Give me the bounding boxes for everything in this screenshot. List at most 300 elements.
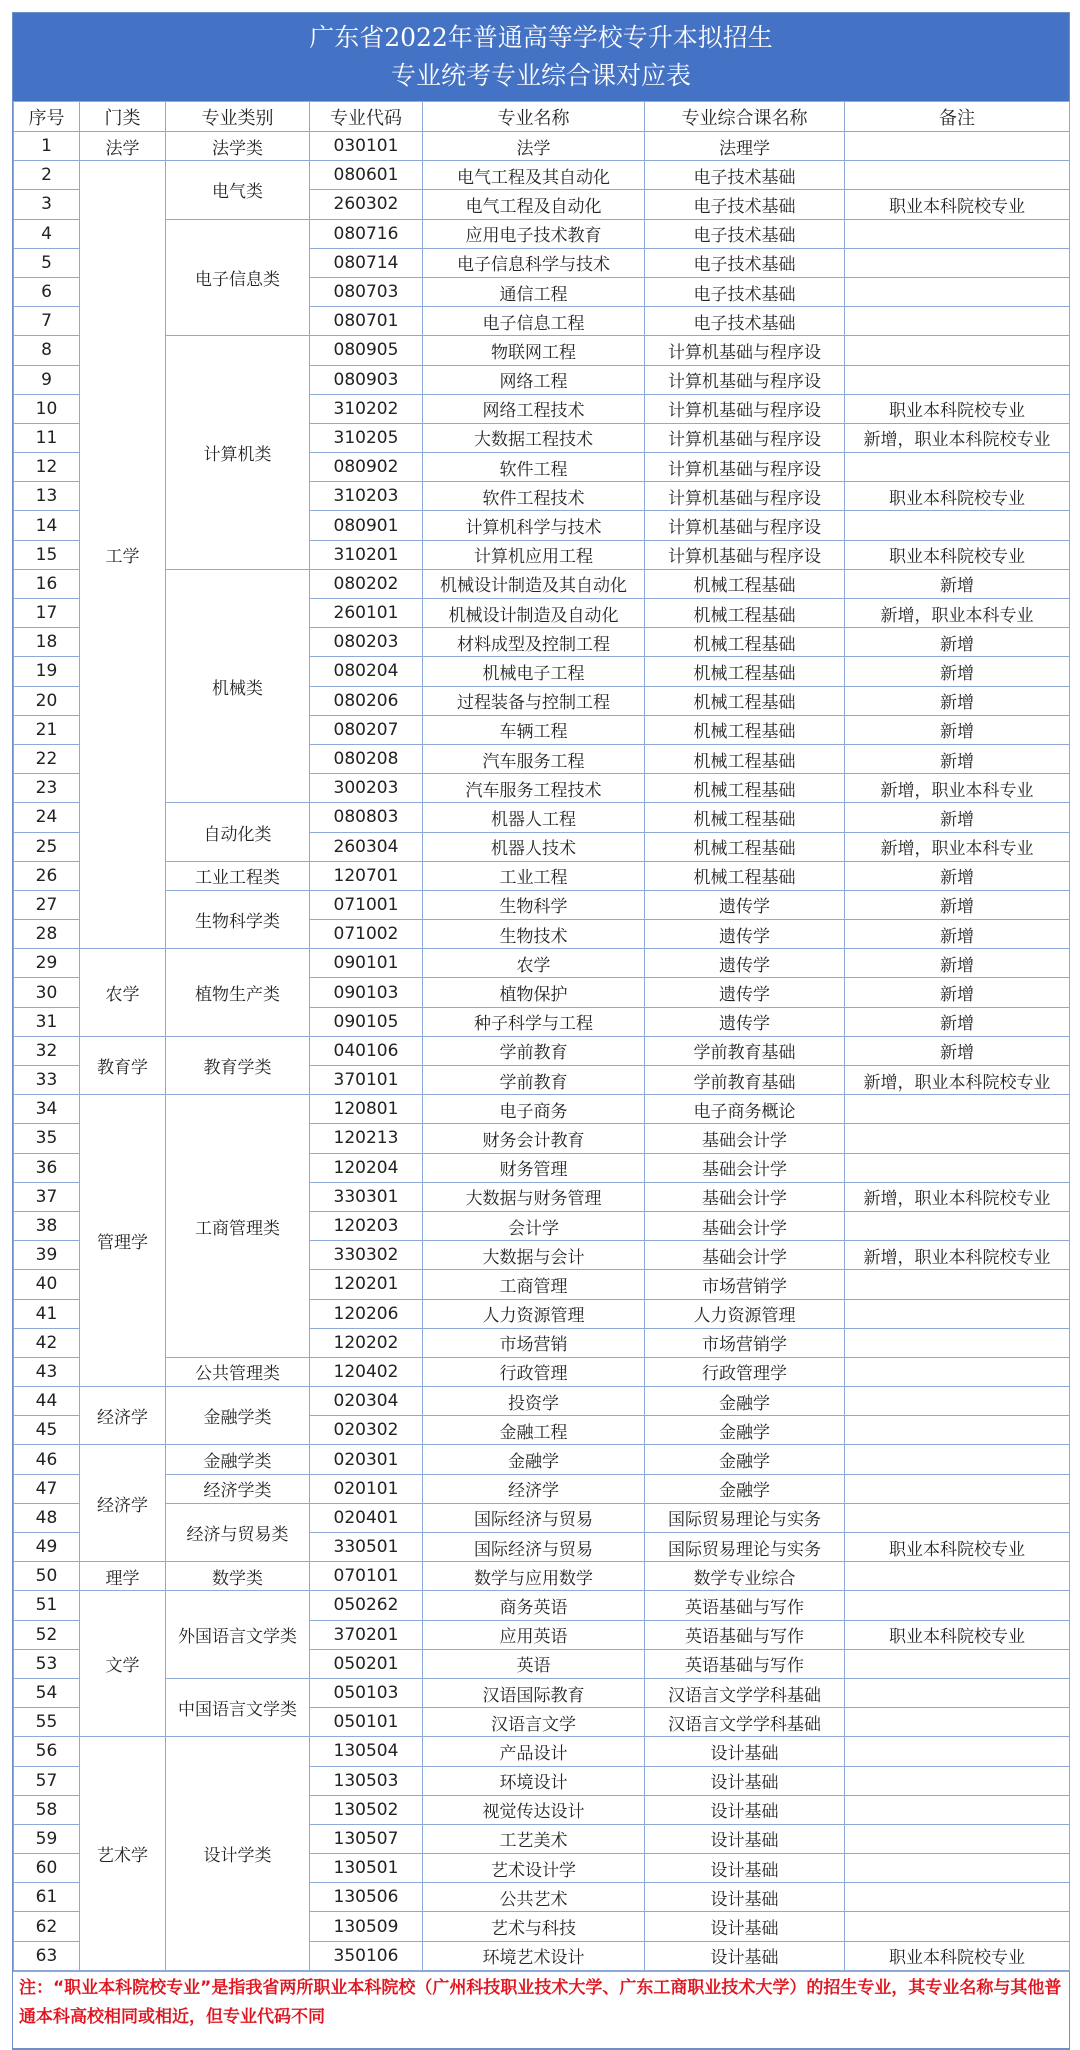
course-name: 学前教育基础 — [645, 1066, 845, 1095]
row-number: 15 — [14, 540, 80, 569]
row-number: 33 — [14, 1066, 80, 1095]
major-code: 300203 — [310, 774, 423, 803]
document — [12, 12, 1070, 2050]
table-row — [14, 949, 1070, 978]
major-code: 120201 — [310, 1270, 423, 1299]
major-code: 080703 — [310, 277, 423, 306]
course-name: 基础会计学 — [645, 1153, 845, 1182]
major-code: 050201 — [310, 1649, 423, 1678]
major-code: 130504 — [310, 1737, 423, 1766]
remark: 新增 — [845, 949, 1070, 978]
column-header: 专业名称 — [423, 102, 645, 132]
page-title — [13, 13, 1069, 101]
table-row — [14, 569, 1070, 598]
course-name: 电子技术基础 — [645, 219, 845, 248]
remark — [845, 277, 1070, 306]
course-name: 电子技术基础 — [645, 190, 845, 219]
category-cell: 设计学类 — [166, 1737, 310, 1971]
major-code: 120402 — [310, 1357, 423, 1386]
course-name: 汉语言文学学科基础 — [645, 1678, 845, 1707]
discipline-cell: 艺术学 — [80, 1737, 166, 1971]
course-name: 遗传学 — [645, 890, 845, 919]
row-number: 46 — [14, 1445, 80, 1474]
course-name: 设计基础 — [645, 1854, 845, 1883]
major-code: 080203 — [310, 628, 423, 657]
major-code: 080701 — [310, 307, 423, 336]
course-name: 机械工程基础 — [645, 628, 845, 657]
major-name: 汉语言文学 — [423, 1708, 645, 1737]
remark — [845, 1357, 1070, 1386]
table-row — [14, 219, 1070, 248]
major-code: 310202 — [310, 394, 423, 423]
column-header: 序号 — [14, 102, 80, 132]
row-number: 59 — [14, 1824, 80, 1853]
major-name: 电气工程及其自动化 — [423, 161, 645, 190]
row-number: 52 — [14, 1620, 80, 1649]
remark — [845, 1883, 1070, 1912]
remark: 职业本科院校专业 — [845, 1941, 1070, 1970]
remark: 职业本科院校专业 — [845, 1620, 1070, 1649]
category-cell: 法学类 — [166, 132, 310, 161]
row-number: 14 — [14, 511, 80, 540]
remark — [845, 1095, 1070, 1124]
row-number: 48 — [14, 1503, 80, 1532]
major-name: 大数据工程技术 — [423, 423, 645, 452]
major-code: 260101 — [310, 599, 423, 628]
course-name: 计算机基础与程序设 — [645, 394, 845, 423]
course-name: 计算机基础与程序设 — [645, 365, 845, 394]
major-code: 080601 — [310, 161, 423, 190]
row-number: 40 — [14, 1270, 80, 1299]
major-code: 020101 — [310, 1474, 423, 1503]
remark: 新增 — [845, 1007, 1070, 1036]
row-number: 27 — [14, 890, 80, 919]
remark: 新增 — [845, 744, 1070, 773]
major-code: 071002 — [310, 920, 423, 949]
row-number: 11 — [14, 423, 80, 452]
major-code: 050262 — [310, 1591, 423, 1620]
major-code: 330302 — [310, 1241, 423, 1270]
remark — [845, 1737, 1070, 1766]
remark — [845, 1912, 1070, 1941]
remark — [845, 1445, 1070, 1474]
course-name: 基础会计学 — [645, 1241, 845, 1270]
table-row — [14, 1387, 1070, 1416]
major-name: 电气工程及自动化 — [423, 190, 645, 219]
remark: 新增，职业本科专业 — [845, 774, 1070, 803]
remark — [845, 1854, 1070, 1883]
remark: 新增 — [845, 657, 1070, 686]
category-cell: 金融学类 — [166, 1387, 310, 1445]
major-code: 350106 — [310, 1941, 423, 1970]
major-name: 公共艺术 — [423, 1883, 645, 1912]
remark — [845, 1678, 1070, 1707]
major-name: 植物保护 — [423, 978, 645, 1007]
course-name: 电子商务概论 — [645, 1095, 845, 1124]
major-name: 生物科学 — [423, 890, 645, 919]
table-row — [14, 1737, 1070, 1766]
major-name: 财务管理 — [423, 1153, 645, 1182]
remark: 职业本科院校专业 — [845, 1533, 1070, 1562]
course-name: 计算机基础与程序设 — [645, 511, 845, 540]
row-number: 1 — [14, 132, 80, 161]
discipline-cell: 经济学 — [80, 1445, 166, 1562]
category-cell: 中国语言文学类 — [166, 1678, 310, 1736]
row-number: 16 — [14, 569, 80, 598]
course-name: 遗传学 — [645, 1007, 845, 1036]
remark: 新增，职业本科专业 — [845, 832, 1070, 861]
remark — [845, 1766, 1070, 1795]
course-name: 国际贸易理论与实务 — [645, 1533, 845, 1562]
major-code: 090103 — [310, 978, 423, 1007]
major-name: 电子商务 — [423, 1095, 645, 1124]
category-cell: 工业工程类 — [166, 861, 310, 890]
remark — [845, 1474, 1070, 1503]
row-number: 21 — [14, 715, 80, 744]
major-code: 330301 — [310, 1182, 423, 1211]
course-name: 汉语言文学学科基础 — [645, 1708, 845, 1737]
major-code: 120801 — [310, 1095, 423, 1124]
course-name: 设计基础 — [645, 1883, 845, 1912]
major-name: 电子信息工程 — [423, 307, 645, 336]
row-number: 34 — [14, 1095, 80, 1124]
row-number: 37 — [14, 1182, 80, 1211]
remark — [845, 365, 1070, 394]
table-row — [14, 1562, 1070, 1591]
major-name: 学前教育 — [423, 1036, 645, 1065]
remark: 新增 — [845, 569, 1070, 598]
major-name: 计算机应用工程 — [423, 540, 645, 569]
remark: 新增 — [845, 1036, 1070, 1065]
major-name: 视觉传达设计 — [423, 1795, 645, 1824]
category-cell: 外国语言文学类 — [166, 1591, 310, 1679]
row-number: 62 — [14, 1912, 80, 1941]
row-number: 20 — [14, 686, 80, 715]
row-number: 25 — [14, 832, 80, 861]
row-number: 18 — [14, 628, 80, 657]
row-number: 3 — [14, 190, 80, 219]
discipline-cell: 工学 — [80, 161, 166, 949]
remark — [845, 1124, 1070, 1153]
row-number: 26 — [14, 861, 80, 890]
major-code: 090105 — [310, 1007, 423, 1036]
row-number: 23 — [14, 774, 80, 803]
course-name: 人力资源管理 — [645, 1299, 845, 1328]
course-name: 国际贸易理论与实务 — [645, 1503, 845, 1532]
remark — [845, 1824, 1070, 1853]
footnote: 注：“职业本科院校专业”是指我省两所职业本科院校（广州科技职业技术大学、广东工商职业技术大学）的招生专业，其专业名称与其他普通本科高校相同或相近，但专业代码不同 — [13, 1971, 1069, 2048]
remark: 新增 — [845, 715, 1070, 744]
category-cell: 经济与贸易类 — [166, 1503, 310, 1561]
course-name: 行政管理学 — [645, 1357, 845, 1386]
major-name: 大数据与财务管理 — [423, 1182, 645, 1211]
row-number: 56 — [14, 1737, 80, 1766]
major-code: 080902 — [310, 453, 423, 482]
row-number: 53 — [14, 1649, 80, 1678]
major-name: 学前教育 — [423, 1066, 645, 1095]
major-code: 260304 — [310, 832, 423, 861]
remark: 新增，职业本科院校专业 — [845, 1182, 1070, 1211]
course-name: 基础会计学 — [645, 1182, 845, 1211]
course-name: 机械工程基础 — [645, 774, 845, 803]
row-number: 57 — [14, 1766, 80, 1795]
course-name: 英语基础与写作 — [645, 1620, 845, 1649]
major-code: 080204 — [310, 657, 423, 686]
title-line-2: 专业统考专业综合课对应表 — [390, 61, 691, 90]
table-row — [14, 1357, 1070, 1386]
major-code: 310201 — [310, 540, 423, 569]
table-row — [14, 1036, 1070, 1065]
major-code: 050103 — [310, 1678, 423, 1707]
major-name: 机械设计制造及其自动化 — [423, 569, 645, 598]
table-row — [14, 1503, 1070, 1532]
course-name: 市场营销学 — [645, 1328, 845, 1357]
major-name: 汉语国际教育 — [423, 1678, 645, 1707]
major-name: 金融工程 — [423, 1416, 645, 1445]
row-number: 36 — [14, 1153, 80, 1182]
major-name: 商务英语 — [423, 1591, 645, 1620]
major-name: 法学 — [423, 132, 645, 161]
category-cell: 公共管理类 — [166, 1357, 310, 1386]
remark — [845, 1591, 1070, 1620]
category-cell: 计算机类 — [166, 336, 310, 570]
major-code: 120206 — [310, 1299, 423, 1328]
discipline-cell: 经济学 — [80, 1387, 166, 1445]
major-code: 080207 — [310, 715, 423, 744]
row-number: 61 — [14, 1883, 80, 1912]
major-name: 国际经济与贸易 — [423, 1533, 645, 1562]
course-name: 机械工程基础 — [645, 599, 845, 628]
major-code: 020301 — [310, 1445, 423, 1474]
remark — [845, 1153, 1070, 1182]
table-row — [14, 1445, 1070, 1474]
row-number: 24 — [14, 803, 80, 832]
remark: 新增 — [845, 978, 1070, 1007]
remark: 新增，职业本科院校专业 — [845, 1241, 1070, 1270]
course-name: 遗传学 — [645, 978, 845, 1007]
table-row — [14, 161, 1070, 190]
remark: 新增 — [845, 686, 1070, 715]
major-name: 数学与应用数学 — [423, 1562, 645, 1591]
course-name: 金融学 — [645, 1474, 845, 1503]
row-number: 38 — [14, 1211, 80, 1240]
course-name: 机械工程基础 — [645, 715, 845, 744]
remark: 职业本科院校专业 — [845, 190, 1070, 219]
table-row — [14, 336, 1070, 365]
major-name: 机械电子工程 — [423, 657, 645, 686]
major-name: 计算机科学与技术 — [423, 511, 645, 540]
major-name: 网络工程技术 — [423, 394, 645, 423]
remark: 新增，职业本科院校专业 — [845, 1066, 1070, 1095]
remark: 新增，职业本科专业 — [845, 599, 1070, 628]
row-number: 5 — [14, 248, 80, 277]
major-code: 330501 — [310, 1533, 423, 1562]
major-name: 通信工程 — [423, 277, 645, 306]
category-cell: 教育学类 — [166, 1036, 310, 1094]
row-number: 12 — [14, 453, 80, 482]
row-number: 6 — [14, 277, 80, 306]
course-name: 金融学 — [645, 1416, 845, 1445]
course-name: 电子技术基础 — [645, 161, 845, 190]
major-table — [13, 101, 1070, 1971]
row-number: 9 — [14, 365, 80, 394]
major-code: 120701 — [310, 861, 423, 890]
major-code: 020401 — [310, 1503, 423, 1532]
course-name: 计算机基础与程序设 — [645, 453, 845, 482]
major-code: 130503 — [310, 1766, 423, 1795]
remark — [845, 1270, 1070, 1299]
major-code: 130509 — [310, 1912, 423, 1941]
category-cell: 经济学类 — [166, 1474, 310, 1503]
category-cell: 自动化类 — [166, 803, 310, 861]
row-number: 47 — [14, 1474, 80, 1503]
row-number: 4 — [14, 219, 80, 248]
course-name: 设计基础 — [645, 1766, 845, 1795]
major-name: 市场营销 — [423, 1328, 645, 1357]
course-name: 机械工程基础 — [645, 861, 845, 890]
major-name: 金融学 — [423, 1445, 645, 1474]
remark — [845, 1708, 1070, 1737]
row-number: 42 — [14, 1328, 80, 1357]
major-code: 120203 — [310, 1211, 423, 1240]
major-code: 130507 — [310, 1824, 423, 1853]
table-row — [14, 803, 1070, 832]
major-code: 120202 — [310, 1328, 423, 1357]
course-name: 英语基础与写作 — [645, 1649, 845, 1678]
row-number: 39 — [14, 1241, 80, 1270]
row-number: 54 — [14, 1678, 80, 1707]
discipline-cell: 教育学 — [80, 1036, 166, 1094]
remark — [845, 1649, 1070, 1678]
row-number: 22 — [14, 744, 80, 773]
row-number: 7 — [14, 307, 80, 336]
remark: 新增 — [845, 861, 1070, 890]
major-name: 电子信息科学与技术 — [423, 248, 645, 277]
major-name: 行政管理 — [423, 1357, 645, 1386]
major-name: 软件工程 — [423, 453, 645, 482]
major-name: 投资学 — [423, 1387, 645, 1416]
major-code: 030101 — [310, 132, 423, 161]
course-name: 英语基础与写作 — [645, 1591, 845, 1620]
category-cell: 电气类 — [166, 161, 310, 219]
course-name: 机械工程基础 — [645, 744, 845, 773]
course-name: 设计基础 — [645, 1941, 845, 1970]
major-name: 材料成型及控制工程 — [423, 628, 645, 657]
column-header: 门类 — [80, 102, 166, 132]
table-row — [14, 890, 1070, 919]
discipline-cell: 理学 — [80, 1562, 166, 1591]
row-number: 28 — [14, 920, 80, 949]
course-name: 遗传学 — [645, 920, 845, 949]
course-name: 基础会计学 — [645, 1124, 845, 1153]
major-name: 应用英语 — [423, 1620, 645, 1649]
major-name: 种子科学与工程 — [423, 1007, 645, 1036]
major-name: 环境设计 — [423, 1766, 645, 1795]
major-code: 120213 — [310, 1124, 423, 1153]
major-name: 机械设计制造及自动化 — [423, 599, 645, 628]
title-line-1: 广东省2022年普通高等学校专升本拟招生 — [309, 23, 773, 52]
major-name: 艺术设计学 — [423, 1854, 645, 1883]
major-code: 370201 — [310, 1620, 423, 1649]
course-name: 电子技术基础 — [645, 277, 845, 306]
remark — [845, 307, 1070, 336]
major-code: 080905 — [310, 336, 423, 365]
major-name: 机器人技术 — [423, 832, 645, 861]
course-name: 机械工程基础 — [645, 803, 845, 832]
course-name: 设计基础 — [645, 1795, 845, 1824]
remark — [845, 1387, 1070, 1416]
category-cell: 数学类 — [166, 1562, 310, 1591]
discipline-cell: 农学 — [80, 949, 166, 1037]
course-name: 学前教育基础 — [645, 1036, 845, 1065]
row-number: 55 — [14, 1708, 80, 1737]
course-name: 计算机基础与程序设 — [645, 423, 845, 452]
major-name: 汽车服务工程 — [423, 744, 645, 773]
major-name: 艺术与科技 — [423, 1912, 645, 1941]
remark: 新增 — [845, 803, 1070, 832]
remark — [845, 1299, 1070, 1328]
discipline-cell: 文学 — [80, 1591, 166, 1737]
major-name: 应用电子技术教育 — [423, 219, 645, 248]
major-code: 080206 — [310, 686, 423, 715]
row-number: 30 — [14, 978, 80, 1007]
major-name: 国际经济与贸易 — [423, 1503, 645, 1532]
remark — [845, 1416, 1070, 1445]
table-row — [14, 132, 1070, 161]
major-name: 产品设计 — [423, 1737, 645, 1766]
remark: 新增，职业本科院校专业 — [845, 423, 1070, 452]
column-header: 专业代码 — [310, 102, 423, 132]
row-number: 19 — [14, 657, 80, 686]
major-code: 040106 — [310, 1036, 423, 1065]
major-code: 080208 — [310, 744, 423, 773]
major-name: 工艺美术 — [423, 1824, 645, 1853]
table-row — [14, 1474, 1070, 1503]
discipline-cell: 管理学 — [80, 1095, 166, 1387]
column-header: 备注 — [845, 102, 1070, 132]
course-name: 基础会计学 — [645, 1211, 845, 1240]
row-number: 41 — [14, 1299, 80, 1328]
major-code: 370101 — [310, 1066, 423, 1095]
course-name: 计算机基础与程序设 — [645, 482, 845, 511]
category-cell: 生物科学类 — [166, 890, 310, 948]
major-name: 大数据与会计 — [423, 1241, 645, 1270]
course-name: 金融学 — [645, 1387, 845, 1416]
remark: 新增 — [845, 628, 1070, 657]
remark — [845, 1562, 1070, 1591]
course-name: 遗传学 — [645, 949, 845, 978]
major-name: 过程装备与控制工程 — [423, 686, 645, 715]
table-header — [14, 102, 1070, 132]
major-name: 生物技术 — [423, 920, 645, 949]
major-code: 080714 — [310, 248, 423, 277]
major-code: 080903 — [310, 365, 423, 394]
remark: 职业本科院校专业 — [845, 540, 1070, 569]
remark — [845, 453, 1070, 482]
major-code: 130506 — [310, 1883, 423, 1912]
major-name: 工业工程 — [423, 861, 645, 890]
discipline-cell: 法学 — [80, 132, 166, 161]
table-row — [14, 1095, 1070, 1124]
major-code: 130501 — [310, 1854, 423, 1883]
remark: 职业本科院校专业 — [845, 394, 1070, 423]
row-number: 29 — [14, 949, 80, 978]
row-number: 51 — [14, 1591, 80, 1620]
major-code: 120204 — [310, 1153, 423, 1182]
row-number: 44 — [14, 1387, 80, 1416]
remark — [845, 336, 1070, 365]
major-name: 车辆工程 — [423, 715, 645, 744]
